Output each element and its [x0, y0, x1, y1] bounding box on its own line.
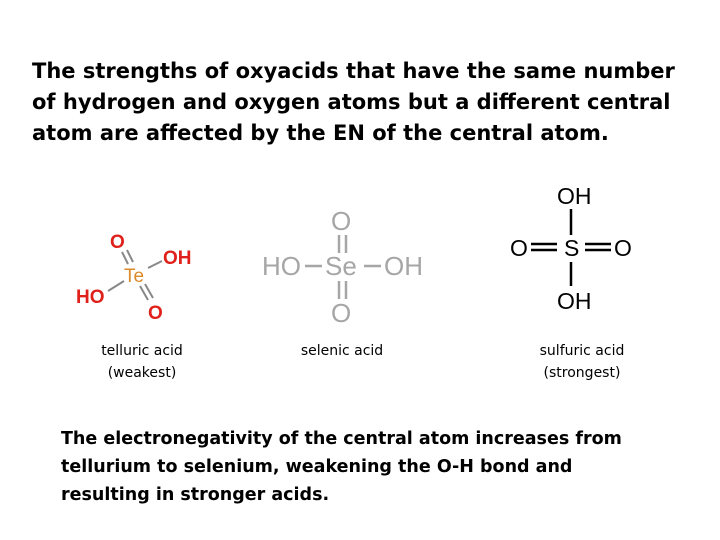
selenic-central-atom: Se — [325, 251, 357, 281]
telluric-caption — [82, 340, 202, 384]
selenic-oxygen-bottom: O — [331, 298, 352, 328]
selenic-acid-structure — [258, 203, 448, 328]
selenic-caption — [282, 340, 402, 362]
sulfuric-acid-structure — [505, 180, 645, 315]
footer-line-1: The electronegativity of the central atom increases from — [61, 429, 622, 449]
telluric-bond-ho-left — [108, 281, 124, 291]
selenic-hydroxyl-left: HO — [262, 251, 301, 281]
telluric-caption-note: (weakest) — [107, 365, 177, 381]
footer-line-3: resulting in stronger acids. — [61, 485, 330, 505]
sulfuric-caption-name: sulfuric acid — [539, 343, 625, 359]
telluric-bond-oh-right — [148, 261, 162, 268]
sulfuric-caption-note: (strongest) — [543, 365, 621, 381]
sulfuric-oxygen-left: O — [510, 235, 528, 261]
sulfuric-oxygen-right: O — [614, 235, 632, 261]
telluric-double-bond-top-a — [122, 252, 128, 264]
telluric-central-atom: Te — [124, 266, 145, 287]
selenic-hydroxyl-right: OH — [384, 251, 423, 281]
telluric-hydroxyl-left: HO — [76, 287, 105, 308]
sulfuric-hydroxyl-top: OH — [557, 183, 592, 209]
telluric-double-bond-top-b — [127, 250, 133, 262]
footer-text — [61, 425, 701, 509]
title-line-3: atom are affected by the EN of the central atom. — [32, 121, 609, 145]
footer-line-2: tellurium to selenium, weakening the O-H bond and — [61, 457, 573, 477]
selenic-oxygen-top: O — [331, 206, 352, 236]
title-line-2: of hydrogen and oxygen atoms but a different central — [32, 90, 671, 114]
telluric-acid-structure — [70, 228, 210, 328]
sulfuric-central-atom: S — [564, 235, 580, 261]
slide-title — [32, 56, 692, 149]
title-line-1: The strengths of oxyacids that have the same number — [32, 59, 675, 83]
telluric-oxygen-bottom: O — [148, 303, 163, 324]
sulfuric-hydroxyl-bottom: OH — [557, 288, 592, 314]
telluric-caption-name: telluric acid — [101, 343, 183, 359]
sulfuric-caption — [522, 340, 642, 384]
selenic-caption-name: selenic acid — [300, 343, 384, 359]
telluric-oxygen-top: O — [110, 232, 125, 253]
telluric-hydroxyl-right: OH — [163, 248, 192, 269]
